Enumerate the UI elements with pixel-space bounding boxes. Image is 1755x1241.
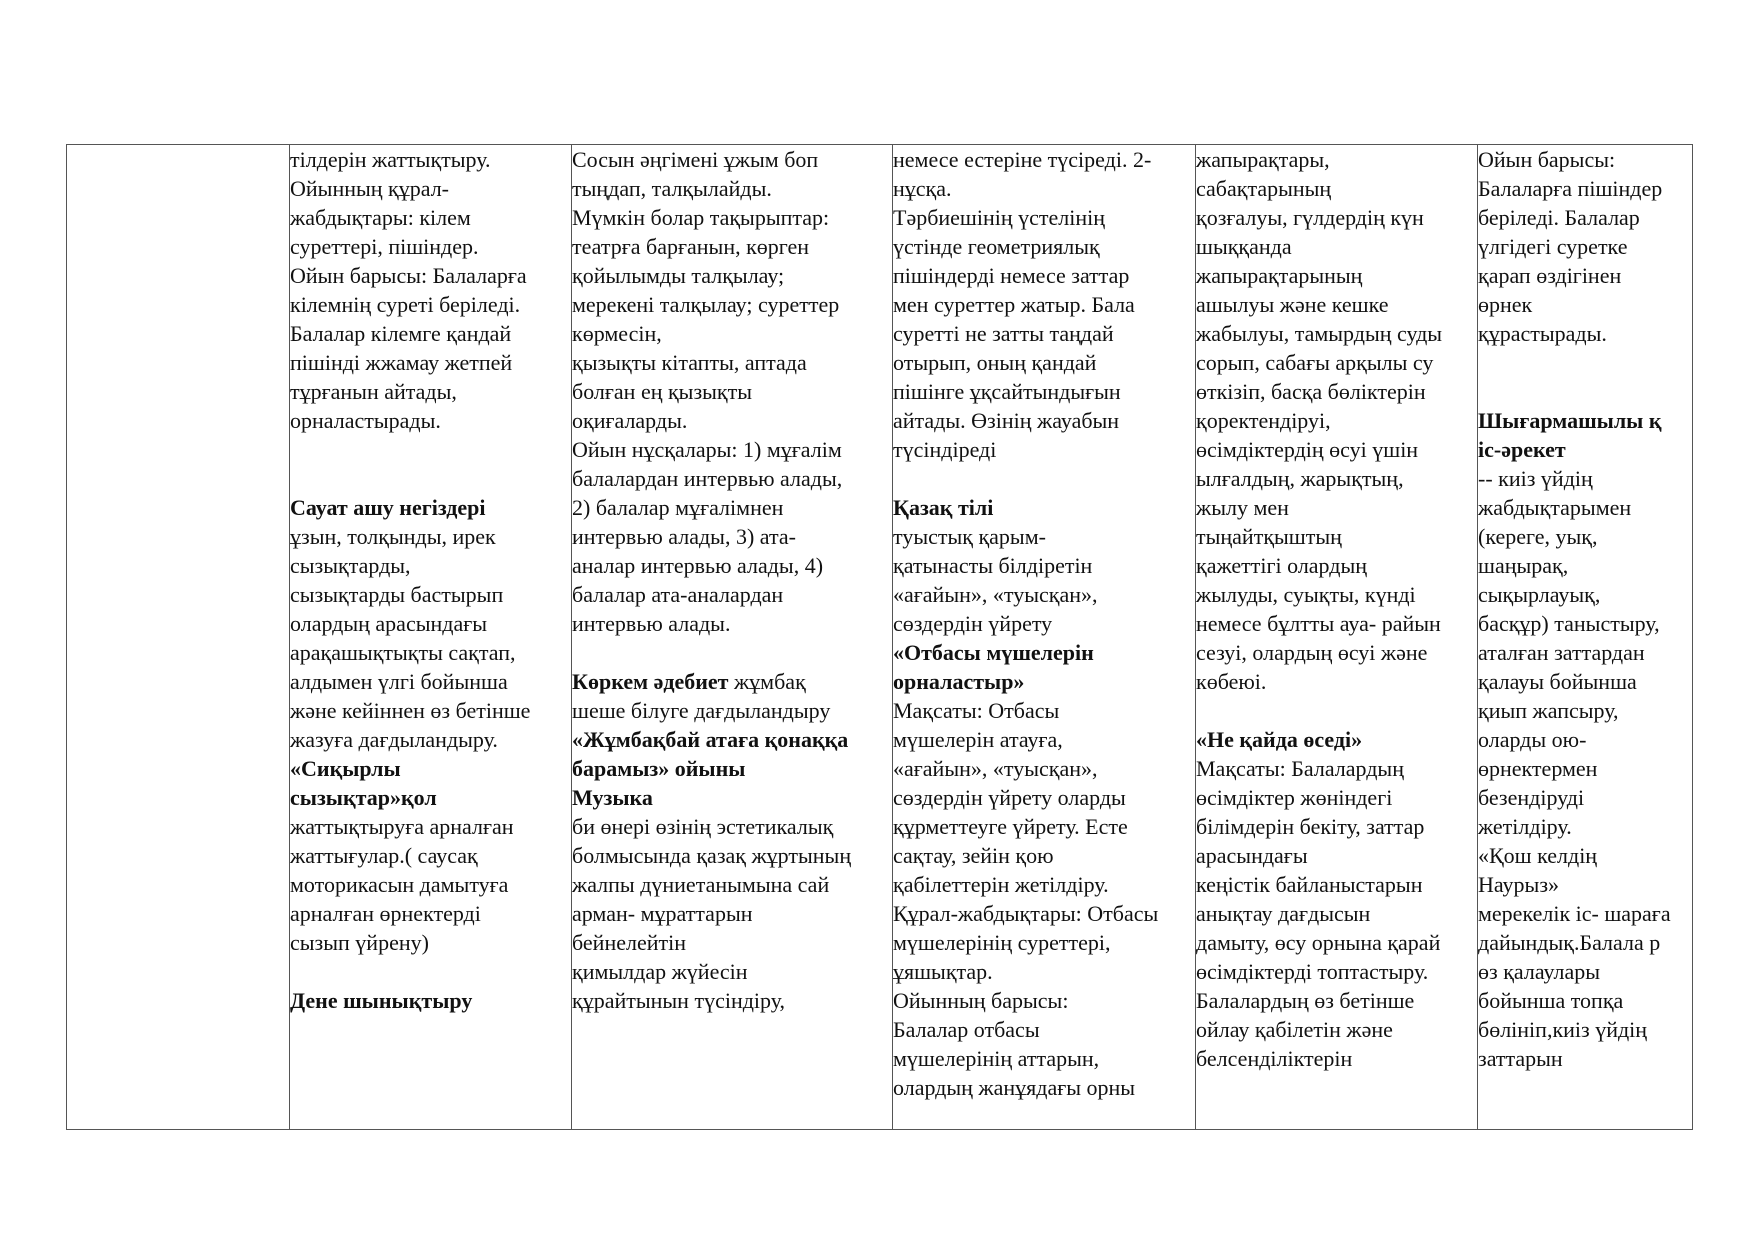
text-line: қиып жапсыру, (1478, 698, 1619, 723)
text-line: немесе естеріне түсіреді. 2- (893, 147, 1152, 172)
text-line: сабақтарының (1196, 176, 1332, 201)
text-line: жылу мен (1196, 495, 1289, 520)
text-line: орналастыр» (893, 669, 1025, 694)
text-line: Мақсаты: Отбасы (893, 698, 1060, 723)
text-line: сорып, сабағы арқылы су (1196, 350, 1434, 375)
text-line: туыстық қарым- (893, 524, 1046, 549)
text-line: құрастырады. (1478, 321, 1607, 346)
text-line: заттарын (1478, 1046, 1563, 1071)
text-line: интервью алады, 3) ата- (572, 524, 796, 549)
text-line: жалпы дүниетанымына сай (572, 872, 830, 897)
text-line: тілдерін жаттықтыру. (290, 147, 491, 172)
text-line: жабдықтарымен (1478, 495, 1632, 520)
text-line: жабылуы, тамырдың суды (1196, 321, 1443, 346)
text-line: «ағайын», «туысқан», (893, 756, 1098, 781)
text-line (290, 957, 569, 986)
text-line: тұрғанын айтады, (290, 379, 457, 404)
text-line (1478, 377, 1690, 406)
text-line: болмысында қазақ жұртының (572, 843, 852, 868)
text-line: қимылдар жүйесін (572, 959, 748, 984)
text-line: «Сиқырлы (290, 756, 401, 781)
text-line: арман- мұраттарын (572, 901, 753, 926)
text-line: Балалар кілемге қандай (290, 321, 512, 346)
text-line: алдымен үлгі бойынша (290, 669, 508, 694)
text-line: аналар интервью алады, 4) (572, 553, 824, 578)
text-line: ұзын, толқынды, ирек (290, 524, 496, 549)
text-line: шыққанда (1196, 234, 1292, 259)
text-line: тыңдап, талқылайды. (572, 176, 772, 201)
text-line: Шығармашылы қ (1478, 408, 1662, 433)
text-line: қойылымды талқылау; (572, 263, 785, 288)
text-line: «Не қайда өседі» (1196, 727, 1363, 752)
text-line: мен суреттер жатыр. Бала (893, 292, 1135, 317)
table-cell-col-2 (572, 145, 893, 1130)
text-line: айтады. Өзінің жауабын (893, 408, 1120, 433)
text-line: сызып үйрену) (290, 930, 429, 955)
text-line: Ойынның барысы: (893, 988, 1069, 1013)
table-cell-col-4 (1196, 145, 1478, 1130)
text-line: оларды ою- (1478, 727, 1587, 752)
text-line: Дене шынықтыру (290, 988, 473, 1013)
text-line: Көркем әдебиет жұмбақ (572, 669, 806, 694)
text-line: жабдықтары: кілем (290, 205, 471, 230)
text-line: орналастырады. (290, 408, 441, 433)
text-line: Балаларға пішіндер (1478, 176, 1663, 201)
text-line: Балалардың өз бетінше (1196, 988, 1415, 1013)
text-line: жетілдіру. (1478, 814, 1572, 839)
text-line: мүшелерінің суреттері, (893, 930, 1111, 955)
text-line: арналған өрнектерді (290, 901, 481, 926)
text-line: қозғалуы, гүлдердің күн (1196, 205, 1424, 230)
text-line: пішінді жжамау жетпей (290, 350, 513, 375)
text-line: тыңайтқыштың (1196, 524, 1342, 549)
text-line: мүшелерін атауға, (893, 727, 1063, 752)
text-line: балалар ата-аналардан (572, 582, 784, 607)
text-line: театрға барғанын, көрген (572, 234, 810, 259)
text-line: «Жұмбақбай атаға қонаққа (572, 727, 849, 752)
text-line: интервью алады. (572, 611, 731, 636)
text-line: болған ең қызықты (572, 379, 753, 404)
text-line: Сауат ашу негіздері (290, 495, 486, 520)
text-line: мүшелерінің аттарын, (893, 1046, 1100, 1071)
text-line: Мүмкін болар тақырыптар: (572, 205, 830, 230)
text-line: іс-әрекет (1478, 437, 1566, 462)
text-line: Ойын нұсқалары: 1) мұғалім (572, 437, 842, 462)
text-line: дамыту, өсу орнына қарай (1196, 930, 1441, 955)
text-line: мерекені талқылау; суреттер (572, 292, 840, 317)
text-line: Ойынның құрал- (290, 176, 449, 201)
text-line: балалардан интервью алады, (572, 466, 843, 491)
text-line: жаттығулар.( саусақ (290, 843, 478, 868)
text-line (1196, 696, 1475, 725)
text-line: дайындық.Балала р (1478, 930, 1661, 955)
text-line: және кейіннен өз бетінше (290, 698, 531, 723)
text-line: немесе бұлтты ауа- райын (1196, 611, 1441, 636)
text-line: сезуі, олардың өсуі және (1196, 640, 1428, 665)
text-line: мерекелік іс- шараға (1478, 901, 1671, 926)
text-line: Сосын әңгімені ұжым боп (572, 147, 819, 172)
text-line: қызықты кітапты, аптада (572, 350, 807, 375)
text-line: өткізіп, басқа бөліктерін (1196, 379, 1426, 404)
text-line: қалауы бойынша (1478, 669, 1637, 694)
text-line: бейнелейтін (572, 930, 686, 955)
text-line: өсімдіктер жөніндегі (1196, 785, 1393, 810)
text-line: өрнек (1478, 292, 1533, 317)
text-line: безендіруді (1478, 785, 1585, 810)
text-line: өз қалаулары (1478, 959, 1601, 984)
text-line: отырып, оның қандай (893, 350, 1097, 375)
cell-text (893, 145, 1193, 1102)
text-line: пішіндерді немесе заттар (893, 263, 1130, 288)
cell-text (1196, 145, 1475, 1073)
text-line: Балалар отбасы (893, 1017, 1040, 1042)
text-line: аталған заттардан (1478, 640, 1645, 665)
text-line: жапырақтарының (1196, 263, 1363, 288)
text-line: олардың жанұядағы орны (893, 1075, 1136, 1100)
text-line: би өнері өзінің эстетикалық (572, 814, 834, 839)
text-line: 2) балалар мұғалімнен (572, 495, 784, 520)
text-line: моторикасын дамытуға (290, 872, 509, 897)
text-line: (кереге, уық, (1478, 524, 1598, 549)
table-cell-col-1 (290, 145, 572, 1130)
text-line: сөздердін үйрету (893, 611, 1053, 636)
text-line: сызықтар»қол (290, 785, 437, 810)
text-line: суретті не затты таңдай (893, 321, 1114, 346)
text-line: ойлау қабілетін және (1196, 1017, 1393, 1042)
text-line: «Отбасы мүшелерін (893, 640, 1094, 665)
text-line: Музыка (572, 785, 653, 810)
text-line: түсіндіреді (893, 437, 997, 462)
text-line: жылуды, суықты, күнді (1196, 582, 1416, 607)
text-line: нұсқа. (893, 176, 952, 201)
text-line: Құрал-жабдықтары: Отбасы (893, 901, 1159, 926)
text-line: сөздердін үйрету оларды (893, 785, 1126, 810)
text-line: беріледі. Балалар (1478, 205, 1640, 230)
text-line: жаттықтыруға арналған (290, 814, 514, 839)
text-line: сызықтарды, (290, 553, 411, 578)
text-line: бойынша топқа (1478, 988, 1624, 1013)
text-line: басқұр) таныстыру, (1478, 611, 1660, 636)
text-line: сызықтарды бастырып (290, 582, 504, 607)
text-line: сақтау, зейін қою (893, 843, 1054, 868)
text-line: Наурыз» (1478, 872, 1560, 897)
text-line: кеңістік байланыстарын (1196, 872, 1423, 897)
text-line: Қазақ тілі (893, 495, 994, 520)
text-line (572, 638, 890, 667)
cell-text (572, 145, 890, 1015)
cell-text (290, 145, 569, 1015)
text-line: Ойын барысы: (1478, 147, 1616, 172)
text-line: өрнектермен (1478, 756, 1598, 781)
text-line (893, 464, 1193, 493)
text-line (1478, 348, 1690, 377)
text-line: жазуға дағдыландыру. (290, 727, 498, 752)
text-line: барамыз» ойыны (572, 756, 746, 781)
text-line: суреттері, пішіндер. (290, 234, 479, 259)
text-line: олардың арасындағы (290, 611, 488, 636)
text-line: арасындағы (1196, 843, 1308, 868)
text-line: жапырақтары, (1196, 147, 1330, 172)
text-line: Тәрбиешінің үстелінің (893, 205, 1106, 230)
text-line: анықтау дағдысын (1196, 901, 1371, 926)
text-line: -- киіз үйдің (1478, 466, 1593, 491)
lesson-plan-table (66, 144, 1693, 1130)
text-line: «ағайын», «туысқан», (893, 582, 1098, 607)
text-line: ұяшықтар. (893, 959, 993, 984)
text-line: белсенділіктерін (1196, 1046, 1353, 1071)
text-line: өсімдіктердің өсуі үшін (1196, 437, 1419, 462)
text-line: Ойын барысы: Балаларға (290, 263, 527, 288)
cell-text (1478, 145, 1690, 1073)
text-line: ылғалдың, жарықтың, (1196, 466, 1404, 491)
text-line: білімдерін бекіту, заттар (1196, 814, 1425, 839)
text-line: құрметтеуге үйрету. Есте (893, 814, 1128, 839)
text-line: шеше білуге дағдыландыру (572, 698, 831, 723)
text-line: құрайтынын түсіндіру, (572, 988, 786, 1013)
text-line: үлгідегі суретке (1478, 234, 1628, 259)
text-line: қоректендіруі, (1196, 408, 1331, 433)
table-row (67, 145, 1693, 1130)
text-line (290, 435, 569, 464)
table-cell-col-5 (1478, 145, 1693, 1130)
text-line: қатынасты білдіретін (893, 553, 1093, 578)
text-line: сықырлауық, (1478, 582, 1601, 607)
text-line: бөлініп,киіз үйдің (1478, 1017, 1648, 1042)
text-line: ашылуы және кешке (1196, 292, 1389, 317)
text-line: «Қош келдің (1478, 843, 1598, 868)
text-line: үстінде геометриялық (893, 234, 1100, 259)
text-line: өсімдіктерді топтастыру. (1196, 959, 1429, 984)
text-line: көрмесін, (572, 321, 662, 346)
text-line: шаңырақ, (1478, 553, 1569, 578)
text-line: кілемнің суреті беріледі. (290, 292, 521, 317)
bold-text: Көркем әдебиет (572, 669, 729, 694)
table-cell-col-3 (893, 145, 1196, 1130)
table-cell-col-0 (67, 145, 290, 1130)
text-line: Мақсаты: Балалардың (1196, 756, 1404, 781)
text-line: пішінге ұқсайтындығын (893, 379, 1121, 404)
text-line (290, 464, 569, 493)
text-line: оқиғаларды. (572, 408, 688, 433)
text-line: қажеттігі олардың (1196, 553, 1368, 578)
text-line: көбеюі. (1196, 669, 1267, 694)
text-line: арақашықтықты сақтап, (290, 640, 516, 665)
text-line: қарап өздігінен (1478, 263, 1622, 288)
text-line: қабілеттерін жетілдіру. (893, 872, 1109, 897)
